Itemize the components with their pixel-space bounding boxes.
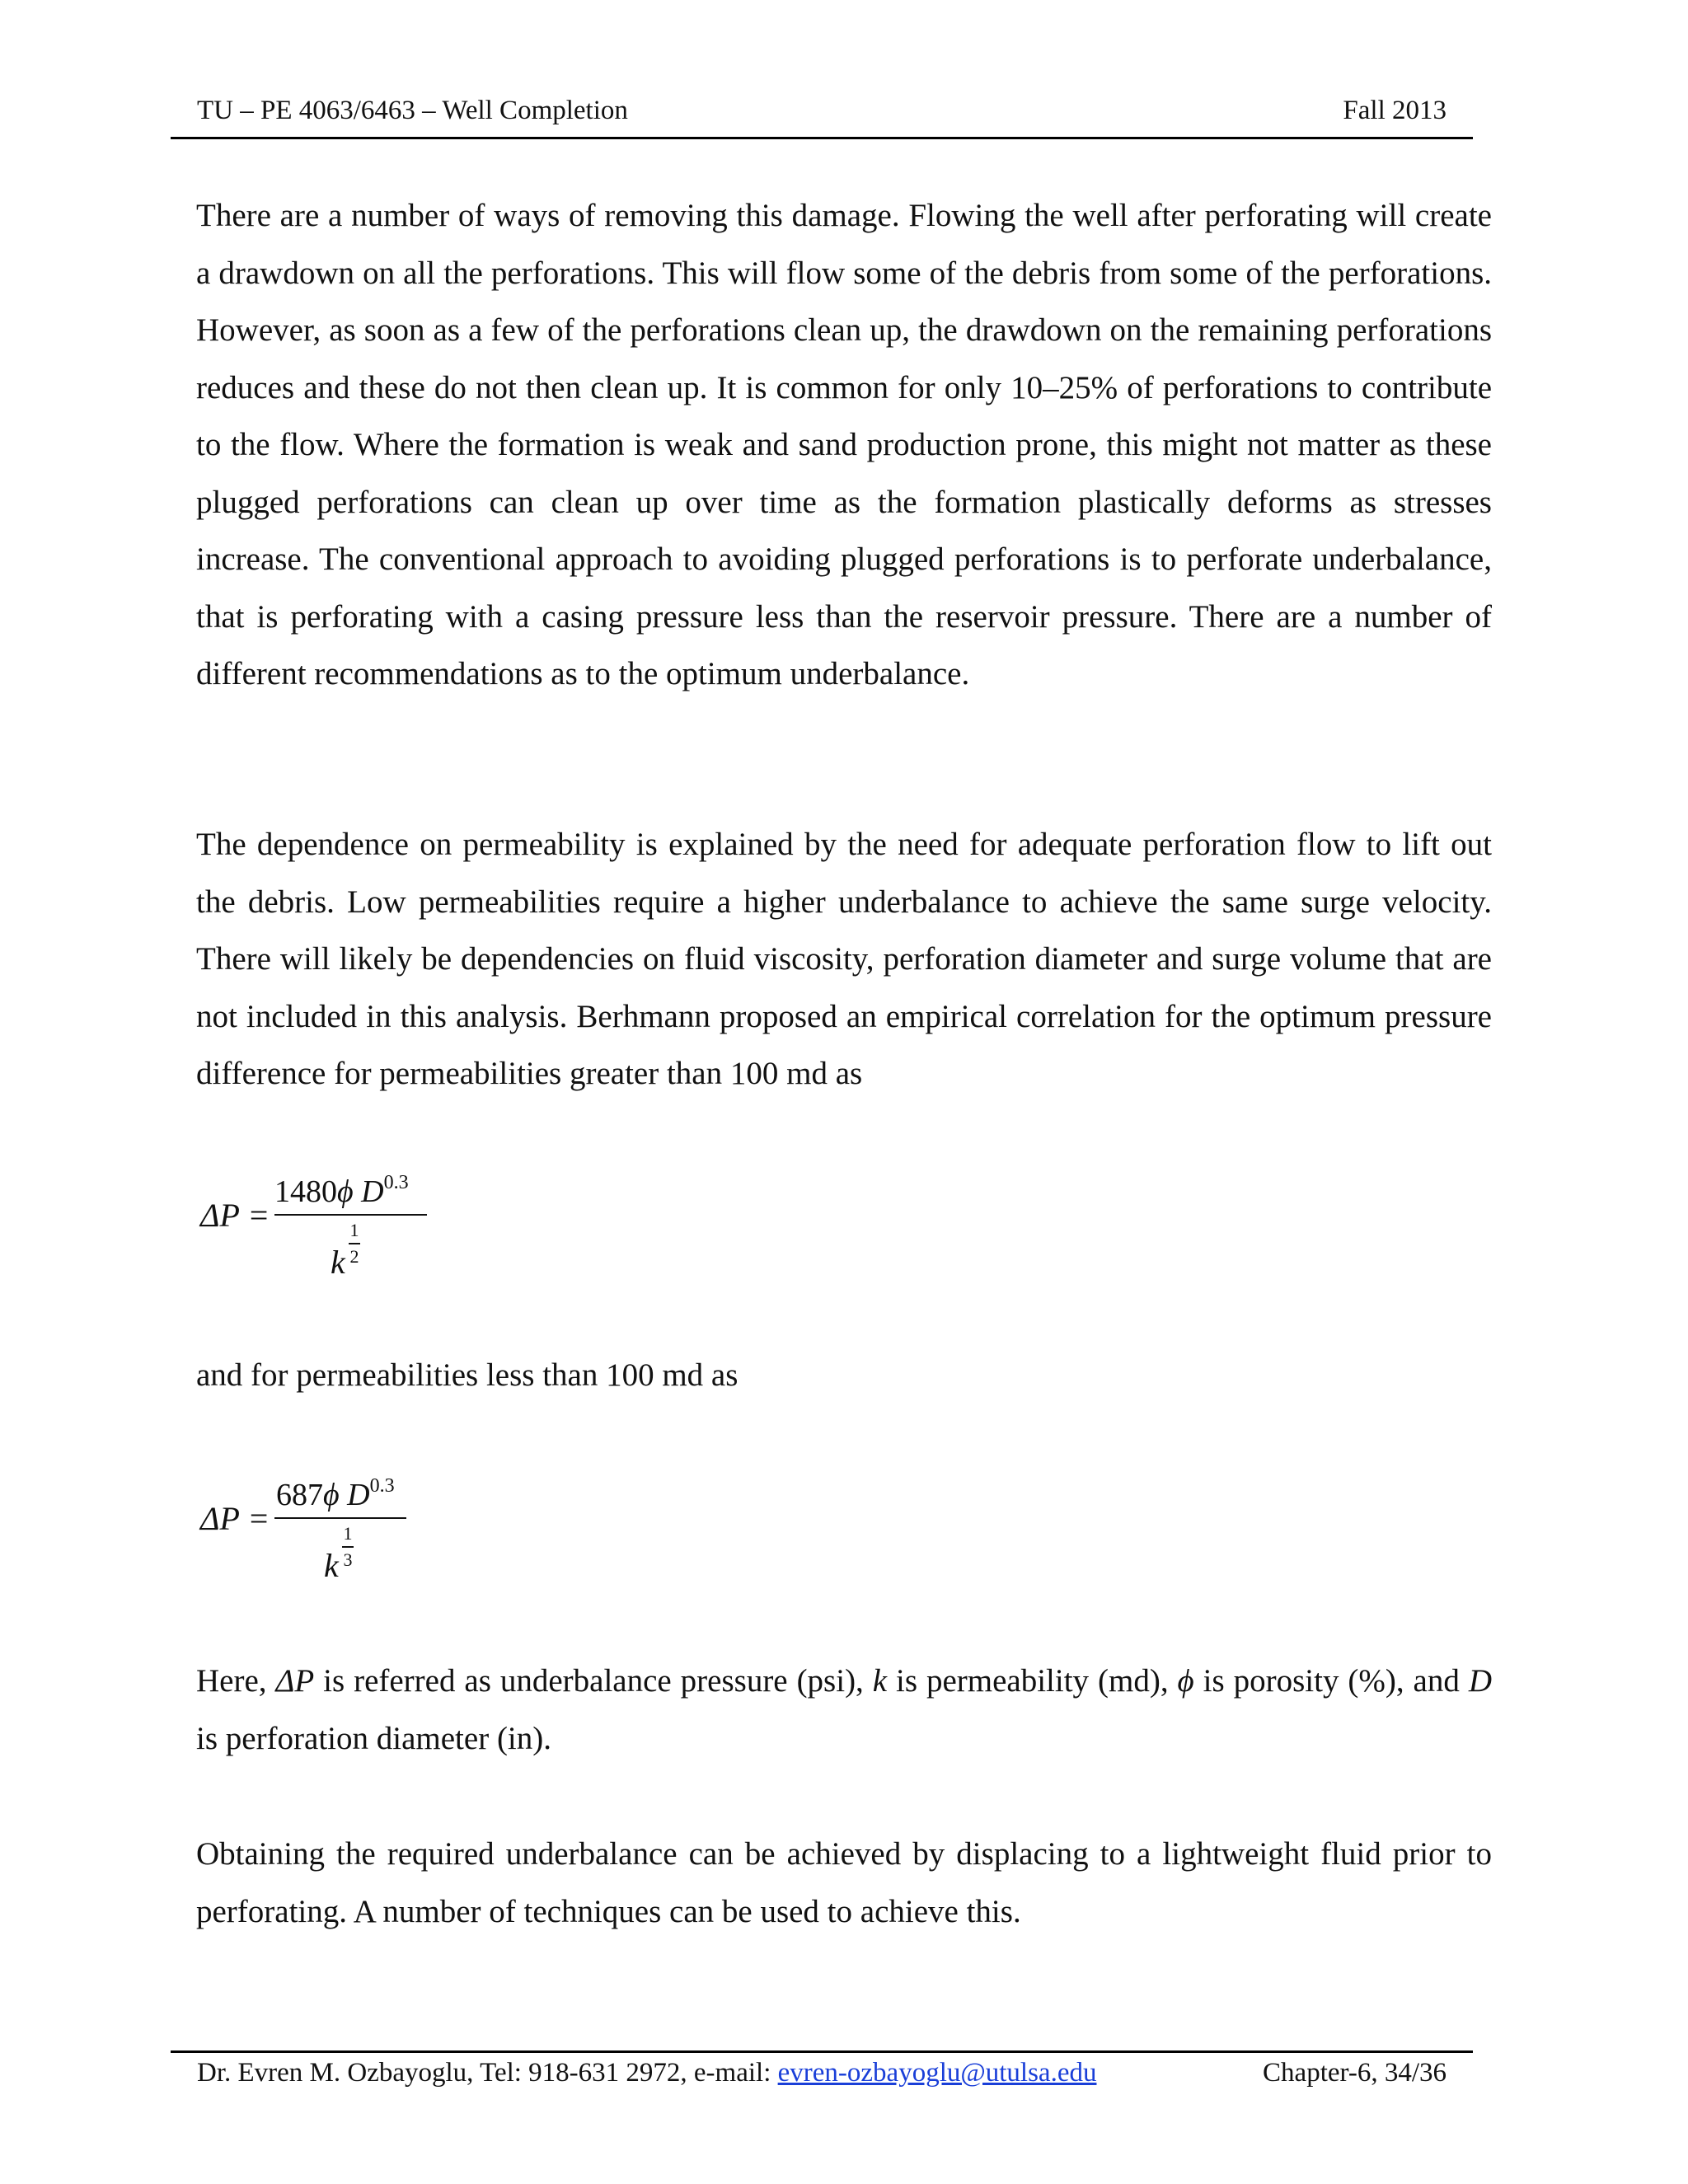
page-footer bbox=[171, 2050, 1473, 2102]
equation-denominator: k bbox=[331, 1244, 345, 1281]
page-number: Chapter-6, 34/36 bbox=[1263, 2058, 1447, 2088]
paragraph-definitions: Here, ΔP is referred as underbalance pressure (psi), k is permeability (md), ϕ is porosity (%), and D is perforation diameter (in). bbox=[196, 1663, 1492, 1756]
paragraph-lightweight-fluid: Obtaining the required underbalance can be achieved by displacing to a lightweight fluid prior to perforating. A number of techniques can be used to achieve this. bbox=[196, 1836, 1492, 1929]
equation-low-permeability bbox=[200, 1464, 423, 1587]
paragraph-low-permeability: and for permeabilities less than 100 md as bbox=[196, 1357, 738, 1393]
author-contact: Dr. Evren M. Ozbayoglu, Tel: 918-631 2972, e-mail: evren-ozbayoglu@utulsa.edu bbox=[197, 2058, 1097, 2088]
equation-lhs: ΔP = bbox=[200, 1500, 270, 1537]
fraction-bar bbox=[274, 1214, 427, 1216]
paragraph-permeability: The dependence on permeability is explained by the need for adequate perforation flow to lift out the debris. Low permeabilities require a higher underbalance to achieve the same surge velocity. There will likely be dependencies on fluid viscosity, perforation diameter and surge volume that are not included in this analysis. Berhmann proposed an empirical correlation for the optimum pressure difference for permeabilities greater than 100 md as bbox=[196, 827, 1492, 1091]
email-link[interactable]: evren-ozbayoglu@utulsa.edu bbox=[777, 2058, 1097, 2088]
page-header bbox=[171, 92, 1473, 139]
equation-numerator: 1480ϕ $D^{0.3}$ bbox=[274, 1172, 409, 1209]
fraction-bar bbox=[274, 1517, 406, 1519]
equation-lhs: ΔP = bbox=[200, 1197, 270, 1234]
equation-denominator: k bbox=[324, 1547, 339, 1584]
denominator-exponent: 1 2 bbox=[349, 1220, 359, 1267]
course-title: TU – PE 4063/6463 – Well Completion bbox=[197, 96, 628, 125]
equation-high-permeability bbox=[200, 1160, 431, 1284]
equation-numerator: 687ϕ $D^{0.3}$ bbox=[276, 1475, 395, 1512]
paragraph-damage-removal: There are a number of ways of removing this damage. Flowing the well after perforating will create a drawdown on all the perforations. This will flow some of the debris from some of the perforations. However, as soon as a few of the perforations clean up, the drawdown on the remaining perforations reduces and these do not then clean up. It is common for only 10–25% of perforations to contribute to the flow. Where the formation is weak and sand production prone, this might not matter as these plugged perforations can clean up over time as the formation plastically deforms as stresses increase. The conventional approach to avoiding plugged perforations is to perforate underbalance, that is perforating with a casing pressure less than the reservoir pressure. There are a number of different recommendations as to the optimum underbalance. bbox=[196, 198, 1492, 691]
denominator-exponent: 1 3 bbox=[343, 1523, 353, 1570]
term-label: Fall 2013 bbox=[1343, 96, 1447, 125]
